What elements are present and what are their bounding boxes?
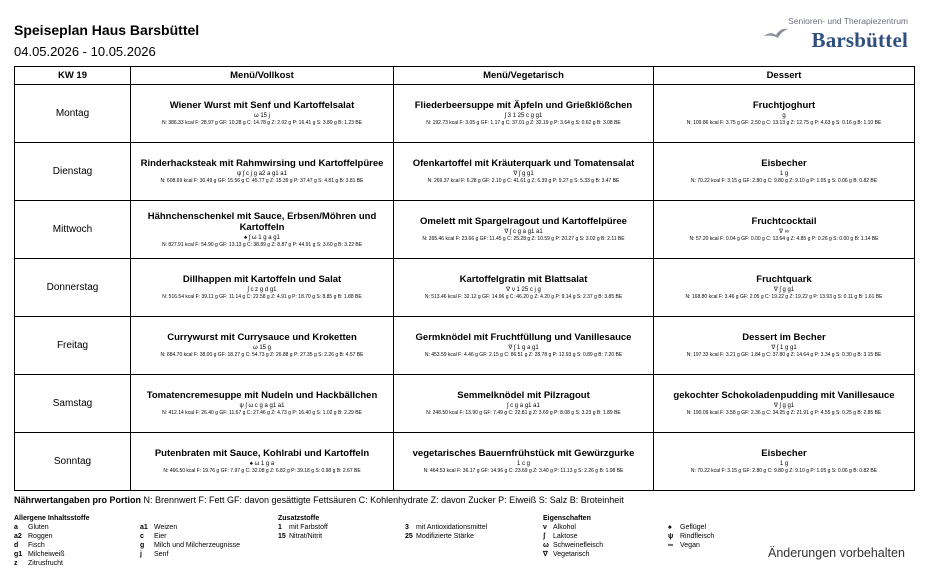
dish-nutrition: N: 248.50 kcal F: 13.90 g GF: 7.49 g C: 22.81 g Z: 3.69 g P: 8.08 g S: 3.23 g B: 1.89 BE: [426, 410, 621, 416]
nutrition-legend-label: Nährwertangaben pro Portion: [14, 495, 142, 505]
dish-nutrition: N: 57.20 kcal F: 0.04 g GF: 0.00 g C: 13.64 g Z: 4.85 g P: 0.26 g S: 0.00 g B: 1.14 BE: [689, 236, 879, 242]
legend-code: 25: [405, 533, 413, 540]
dish-name: Hähnchenschenkel mit Sauce, Erbsen/Möhren und Kartoffeln: [147, 210, 377, 233]
menu-cell-vollkost: [131, 85, 394, 143]
dish-name: Wiener Wurst mit Senf und Kartoffelsalat: [169, 100, 355, 111]
header: [14, 22, 199, 59]
legend-label: Senf: [154, 551, 169, 558]
table-row: [15, 143, 915, 201]
dish-nutrition: N: 412.14 kcal F: 26.40 g GF: 11.67 g C: 27.46 g Z: 4.73 g P: 16.40 g S: 1.02 g B: 2.29 BE: [162, 410, 362, 416]
dish-name: Omelett mit Spargelragout und Kartoffelpüree: [420, 216, 627, 227]
menu-cell-vollkost: [131, 143, 394, 201]
menu-cell-vegetarisch: [394, 143, 654, 201]
legend-code: g1: [14, 551, 23, 558]
nutrition-legend-text: N: Brennwert F: Fett GF: davon gesättigte Fettsäuren C: Kohlenhydrate Z: davon Zucker P: Eiweiß S: Salz B: Broteinheit: [141, 495, 624, 505]
dish-nutrition: N: 466.50 kcal F: 19.76 g GF: 7.97 g C: 32.08 g Z: 6.82 g P: 39.18 g S: 0.98 g B: 2.67 BE: [163, 468, 361, 474]
legend-code: a2: [14, 533, 22, 540]
table-row: [15, 317, 915, 375]
menu-cell-vegetarisch: [394, 85, 654, 143]
menu-cell-vollkost: [131, 433, 394, 491]
property-legend-2: [668, 523, 714, 550]
menu-cell-dessert: [654, 375, 915, 433]
legend-label: Roggen: [28, 533, 53, 540]
legend-item: [278, 523, 328, 532]
dish-codes: ∇ ν 1 25 c j g: [506, 287, 541, 293]
date-range: 04.05.2026 - 10.05.2026: [14, 44, 156, 59]
dish-codes: 1 c g: [516, 461, 530, 467]
table-row: [15, 375, 915, 433]
legend-code: j: [140, 551, 142, 558]
dish-codes: g: [782, 113, 786, 119]
table-row: [15, 259, 915, 317]
column-header-dessert: Dessert: [654, 67, 915, 85]
legend-item: [140, 550, 240, 559]
dish-codes: ♠ ω 1 g a: [249, 461, 275, 467]
menu-cell-dessert: [654, 259, 915, 317]
legend-item: [668, 541, 714, 550]
allergen-list-2: [140, 523, 240, 559]
dish-name: Eisbecher: [761, 448, 807, 459]
additive-list-1: [278, 523, 328, 541]
dish-name: vegetarisches Bauernfrühstück mit Gewürzgurke: [412, 448, 635, 459]
legend-item: [543, 541, 603, 550]
dish-nutrition: N: 269.37 kcal F: 6.28 g GF: 2.10 g C: 41.61 g Z: 6.39 g P: 9.27 g S: 5.33 g B: 3.47 BE: [427, 178, 620, 184]
legend-label: Zitrusfrucht: [28, 560, 64, 567]
legend-label: Vegetarisch: [553, 551, 590, 558]
dish-nutrition: N: 192.73 kcal F: 3.05 g GF: 1.17 g C: 37.01 g Z: 32.19 g P: 3.64 g S: 0.62 g B: 3.08 BE: [426, 120, 621, 126]
dish-name: Fliederbeersuppe mit Äpfeln und Grießklößchen: [414, 100, 633, 111]
menu-cell-dessert: [654, 317, 915, 375]
dish-nutrition: N: 395.46 kcal F: 23.66 g GF: 11.45 g C: 25.28 g Z: 10.59 g P: 20.27 g S: 3.02 g B: 2.11 BE: [422, 236, 625, 242]
legend-item: [668, 523, 714, 532]
dish-nutrition: N: 464.53 kcal F: 36.17 g GF: 14.96 g C: 23.69 g Z: 3.40 g P: 11.13 g S: 2.26 g B: 1.98 BE: [423, 468, 624, 474]
menu-cell-vegetarisch: [394, 433, 654, 491]
dish-nutrition: N: 608.69 kcal F: 30.49 g GF: 15.56 g C: 45.77 g Z: 15.39 g P: 37.47 g S: 4.81 g B: 3.81 BE: [160, 178, 364, 184]
allergen-legend-2: [140, 523, 240, 559]
dish-name: gekochter Schokoladenpudding mit Vanillesauce: [673, 390, 895, 401]
dish-name: Semmelknödel mit Pilzragout: [457, 390, 590, 401]
dish-name: Dillhappen mit Kartoffeln und Salat: [182, 274, 342, 285]
legend-code: ∇: [543, 551, 548, 558]
menu-cell-dessert: [654, 85, 915, 143]
additive-list-2: [405, 523, 487, 541]
legend-label: Alkohol: [553, 524, 576, 531]
legend-item: [140, 541, 240, 550]
dish-name: Fruchtjoghurt: [752, 100, 816, 111]
day-label: Sonntag: [15, 433, 131, 491]
legend-code: ♠: [668, 524, 672, 531]
column-header-week: KW 19: [15, 67, 131, 85]
legend-code: d: [14, 542, 19, 549]
legend-label: Geflügel: [680, 524, 707, 531]
day-label: Mittwoch: [15, 201, 131, 259]
legend-label: Eier: [154, 533, 167, 540]
menu-cell-vegetarisch: [394, 201, 654, 259]
dish-codes: ʃ 3 1 25 c g g1: [504, 113, 543, 119]
legend-item: [14, 559, 89, 568]
additive-legend-2: [405, 523, 487, 541]
table-row: [15, 201, 915, 259]
legend-code: 1: [278, 524, 282, 531]
legend-label: Milcheiweiß: [28, 551, 65, 558]
logo: [763, 12, 908, 56]
column-header-vegetarisch: Menü/Vegetarisch: [394, 67, 654, 85]
dish-name: Putenbraten mit Sauce, Kohlrabi und Kartoffeln: [154, 448, 370, 459]
logo-name: Barsbüttel: [811, 28, 908, 52]
dish-codes: ω 15 g: [252, 345, 272, 351]
property-legend-title: Eigenschaften: [543, 515, 591, 522]
legend-label: Modifizierte Stärke: [416, 533, 474, 540]
allergen-legend-title: Allergene Inhaltsstoffe: [14, 515, 90, 522]
legend-item: [278, 532, 328, 541]
day-label: Montag: [15, 85, 131, 143]
legend-item: [14, 532, 89, 541]
dish-codes: ∇ ∞: [779, 229, 789, 235]
legend-label: Milch und Milcherzeugnisse: [154, 542, 240, 549]
legend-item: [14, 541, 89, 550]
legend-item: [405, 523, 487, 532]
dish-nutrition: N: 168.80 kcal F: 3.46 g GF: 2.05 g C: 19.22 g Z: 19.22 g P: 13.93 g S: 0.11 g B: 1.61 BE: [685, 294, 883, 300]
menu-cell-dessert: [654, 143, 915, 201]
dish-codes: ʃ c z g d g1: [247, 287, 277, 293]
legend-label: Gluten: [28, 524, 49, 531]
dish-codes: ω 15 j: [253, 113, 271, 119]
logo-subtitle: Senioren- und Therapiezentrum: [788, 16, 908, 26]
table-header-row: [15, 67, 915, 85]
dish-codes: ψ ʃ c j g a2 a g1 a1: [237, 171, 287, 177]
menu-cell-dessert: [654, 433, 915, 491]
dish-name: Tomatencremesuppe mit Nudeln und Hackbällchen: [146, 390, 378, 401]
legend-code: a: [14, 524, 18, 531]
property-list-2: [668, 523, 714, 550]
dish-codes: ʃ c g a g1 a1: [507, 403, 540, 409]
additive-legend-title: Zusatzstoffe: [278, 515, 320, 522]
legend-item: [543, 523, 603, 532]
dish-codes: ∇ ʃ g g1: [773, 287, 795, 293]
legend-code: 3: [405, 524, 409, 531]
legend-code: ∞: [668, 542, 673, 549]
legend-item: [543, 550, 603, 559]
dish-nutrition: N: 70.22 kcal F: 3.15 g GF: 2.80 g C: 9.80 g Z: 9.10 g P: 1.05 g S: 0.06 g B: 0.82 BE: [690, 178, 878, 184]
dish-codes: 1 g: [779, 461, 789, 467]
legend-code: c: [140, 533, 144, 540]
menu-cell-dessert: [654, 201, 915, 259]
dish-name: Germknödel mit Fruchtfüllung und Vanillesauce: [415, 332, 632, 343]
dish-name: Dessert im Becher: [742, 332, 826, 343]
dish-name: Fruchtcocktail: [751, 216, 817, 227]
changes-note: Änderungen vorbehalten: [768, 546, 905, 560]
day-label: Freitag: [15, 317, 131, 375]
dish-name: Eisbecher: [761, 158, 807, 169]
legend-label: Laktose: [553, 533, 578, 540]
allergen-list-1: [14, 523, 89, 568]
dish-name: Rinderhacksteak mit Rahmwirsing und Kartoffelpüree: [140, 158, 384, 169]
menu-cell-vollkost: [131, 375, 394, 433]
legend-label: Schweinefleisch: [553, 542, 604, 549]
legend-code: a1: [140, 524, 148, 531]
day-label: Dienstag: [15, 143, 131, 201]
dish-nutrition: N: 109.86 kcal F: 3.75 g GF: 2.50 g C: 13.13 g Z: 12.75 g P: 4.63 g S: 0.16 g B: 1.10 BE: [686, 120, 882, 126]
legend-code: ν: [543, 524, 547, 531]
legend-item: [405, 532, 487, 541]
dish-nutrition: N: 513.46 kcal F: 32.12 g GF: 14.96 g C: 46.20 g Z: 4.20 g P: 9.14 g S: 2.37 g B: 3.85 BE: [424, 294, 623, 300]
legend-item: [140, 532, 240, 541]
legend-label: mit Farbstoff: [289, 524, 328, 531]
dish-name: Currywurst mit Currysauce und Kroketten: [167, 332, 357, 343]
day-label: Samstag: [15, 375, 131, 433]
menu-cell-vollkost: [131, 259, 394, 317]
menu-cell-vegetarisch: [394, 317, 654, 375]
dish-name: Kartoffelgratin mit Blattsalat: [459, 274, 588, 285]
menu-cell-vollkost: [131, 317, 394, 375]
menu-cell-vegetarisch: [394, 375, 654, 433]
dish-nutrition: N: 827.91 kcal F: 54.90 g GF: 13.13 g C: 38.89 g Z: 8.87 g P: 44.91 g S: 3.60 g B: 3.22 BE: [161, 241, 363, 248]
legend-item: [140, 523, 240, 532]
table-row: [15, 85, 915, 143]
dish-nutrition: N: 453.59 kcal F: 4.46 g GF: 2.15 g C: 86.51 g Z: 28.78 g P: 12.93 g S: 0.89 g B: 7.20 BE: [424, 352, 623, 358]
menu-table: [14, 66, 915, 491]
legend-code: g: [140, 542, 145, 549]
dish-codes: ∇ ʃ c g a g1 a1: [504, 229, 543, 235]
menu-cell-vollkost: [131, 201, 394, 259]
property-list-1: [543, 523, 603, 559]
dish-codes: ♠ ʃ ω 1 g a g1: [244, 234, 280, 241]
column-header-vollkost: Menü/Vollkost: [131, 67, 394, 85]
day-label: Donnerstag: [15, 259, 131, 317]
dish-codes: ∇ ʃ g g1: [773, 403, 795, 409]
dish-nutrition: N: 684.70 kcal F: 38.00 g GF: 18.27 g C: 54.73 g Z: 26.88 g P: 27.35 g S: 2.26 g B: 4.57 BE: [160, 352, 364, 358]
dish-codes: ∇ ʃ g g1: [513, 171, 534, 177]
property-legend: [543, 514, 603, 559]
legend-code: ʃ: [543, 533, 546, 540]
legend-item: [14, 523, 89, 532]
legend-code: z: [14, 560, 18, 567]
dish-nutrition: N: 70.22 kcal F: 3.15 g GF: 2.80 g C: 9.80 g Z: 9.10 g P: 1.05 g S: 0.06 g B: 0.82 BE: [690, 468, 878, 474]
menu-cell-vegetarisch: [394, 259, 654, 317]
table-row: [15, 433, 915, 491]
dish-codes: 1 g: [779, 171, 789, 177]
legend-code: ω: [543, 542, 549, 549]
legend-label: Rindfleisch: [680, 533, 715, 540]
additive-legend: [278, 514, 328, 541]
dish-codes: ∇ ʃ 1 g a g1: [508, 345, 539, 351]
legend-code: 15: [278, 533, 286, 540]
dish-nutrition: N: 516.54 kcal F: 39.11 g GF: 11.14 g C: 22.58 g Z: 4.91 g P: 18.70 g S: 8.85 g B: 1.88 BE: [162, 294, 362, 300]
dish-nutrition: N: 197.33 kcal F: 3.21 g GF: 1.84 g C: 37.80 g Z: 14.64 g P: 3.34 g S: 0.30 g B: 3.15 BE: [686, 352, 882, 358]
dish-name: Fruchtquark: [756, 274, 812, 285]
dish-codes: ∇ ʃ 1 g g1: [771, 345, 797, 351]
dish-nutrition: N: 386.33 kcal F: 28.97 g GF: 10.28 g C: 14.78 g Z: 2.02 g P: 16.41 g S: 3.89 g B: 1.23 BE: [161, 120, 363, 126]
dish-name: Ofenkartoffel mit Kräuterquark und Tomatensalat: [412, 158, 635, 169]
dish-codes: ψ ʃ ω c g a g1 a1: [239, 403, 285, 409]
legend-label: Weizen: [154, 524, 178, 531]
legend-label: Fisch: [28, 542, 45, 549]
page-title: Speiseplan Haus Barsbüttel: [14, 22, 200, 38]
legend-label: Nitrat/Nitrit: [289, 533, 323, 540]
legend-item: [543, 532, 603, 541]
bird-icon: [763, 27, 789, 43]
legend-label: mit Antioxidationsmittel: [416, 524, 488, 531]
legend-code: ψ: [668, 533, 674, 540]
legend-item: [14, 550, 89, 559]
nutrition-legend: [14, 495, 624, 505]
legend-label: Vegan: [680, 542, 700, 549]
legend-item: [668, 532, 714, 541]
dish-nutrition: N: 190.09 kcal F: 3.58 g GF: 2.36 g C: 34.25 g Z: 21.91 g P: 4.55 g S: 0.25 g B: 2.85 BE: [686, 410, 882, 416]
allergen-legend: [14, 514, 89, 568]
